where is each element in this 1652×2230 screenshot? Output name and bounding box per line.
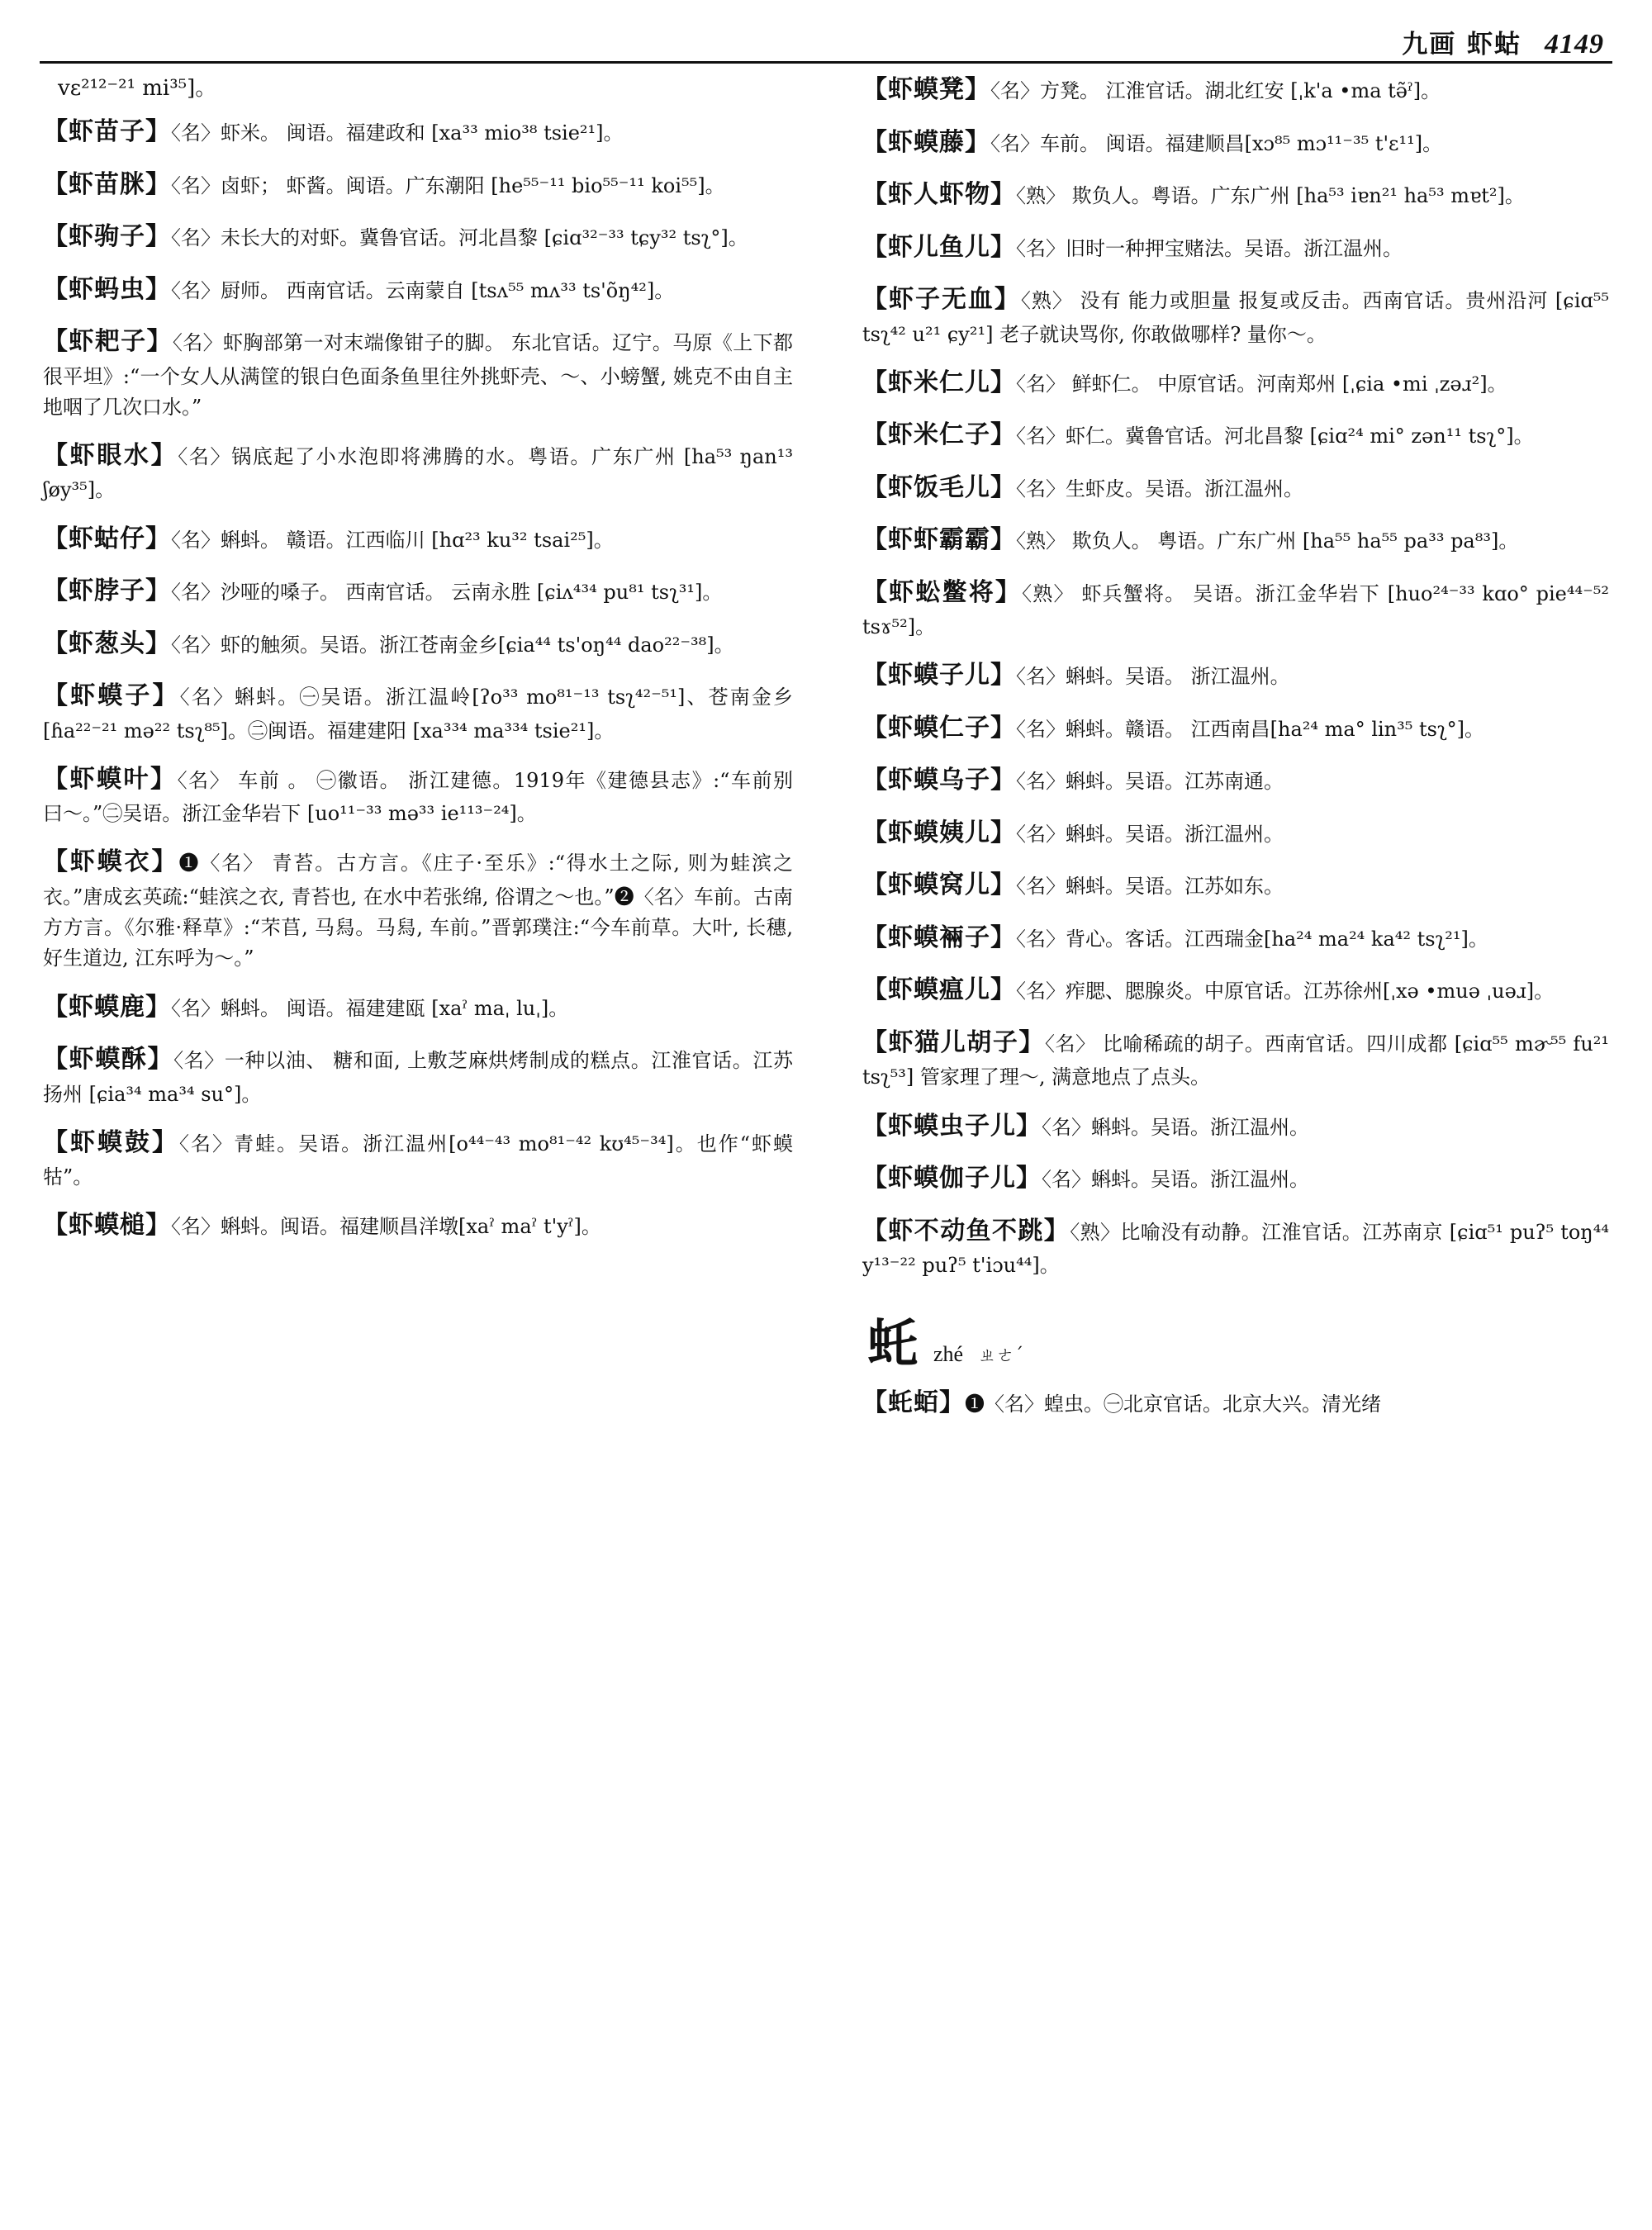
entry-headword: 【虾蟆槌】 [43,1211,171,1241]
left-column [43,71,826,2213]
entry-headword: 【虾蟆子儿】 [862,661,1016,690]
entry-headword: 【虾蚂虫】 [43,274,171,304]
entry-body: 〈名〉蝌蚪。吴语。 浙江温州。 [1016,665,1290,689]
entry-headword: 【虾蟆乌子】 [862,766,1016,795]
dictionary-entry [862,657,1609,695]
entry-headword: 【虾蟆藤】 [862,127,990,157]
entry-headword: 【虾蟆凳】 [862,75,990,104]
entry-headword: 【虾人虾物】 [862,180,1016,209]
entry-headword: 【虾子无血】 [862,285,1021,314]
entry-headword: 【虾苗子】 [43,117,171,146]
continued-text: vɛ²¹²⁻²¹ mi³⁵]。 [58,76,217,101]
entry-body: 〈名〉 鲜虾仁。 中原官话。河南郑州 [ˌɕia •mi ˌzəɹ²]。 [1016,372,1507,396]
dictionary-entry [862,469,1609,508]
dictionary-entry [43,572,793,611]
dictionary-entry [862,1384,1609,1423]
page-number: 4149 [1545,29,1604,59]
entry-body: 〈名〉背心。客话。江西瑞金[ha²⁴ ma²⁴ ka⁴² tsʅ²¹]。 [1016,927,1488,951]
entry-body: 〈名〉虾米。 闽语。福建政和 [xa³³ mio³⁸ tsie²¹]。 [171,121,624,145]
entry-body: 〈名〉蝌蚪。 闽语。福建建瓯 [xaˀ maˌ luˌ]。 [171,996,569,1020]
entry-body: 〈名〉卤虾； 虾酱。闽语。广东潮阳 [he⁵⁵⁻¹¹ bio⁵⁵⁻¹¹ koi⁵⁵]。 [171,173,725,197]
entry-body: 〈名〉生虾皮。吴语。浙江温州。 [1016,477,1303,501]
entry-body: 〈名〉蝌蚪。闽语。福建顺昌洋墩[xaˀ maˀ t'yˀ]。 [171,1215,601,1239]
entry-body: 〈名〉青蛙。吴语。浙江温州[o⁴⁴⁻⁴³ mo⁸¹⁻⁴² kʊ⁴⁵⁻³⁴]。也作“虾蟆牯”。 [43,1132,794,1189]
entry-headword: 【虾脖子】 [43,576,171,606]
dictionary-entry [862,71,1609,110]
character-heading [862,1302,1609,1376]
zhuyin-reading: ㄓㄜˊ [978,1345,1024,1367]
entry-headword: 【虾驹子】 [43,222,171,251]
entry-body: 〈熟〉 欺负人。粤语。广东广州 [ha⁵³ iɐn²¹ ha⁵³ mɐt²]。 [1016,184,1525,207]
entry-headword: 【虾米仁子】 [862,420,1016,450]
entry-body: 〈名〉蝌蚪。吴语。浙江温州。 [1042,1168,1309,1192]
dictionary-entry [43,218,793,257]
entry-headword: 【虾蟆虫子儿】 [862,1111,1042,1141]
header-rule [40,61,1612,64]
dictionary-entry [862,971,1609,1010]
header-right-group [1402,23,1604,60]
entry-body: 〈名〉沙哑的嗓子。 西南官话。 云南永胜 [ɕiʌ⁴³⁴ pu⁸¹ tsʅ³¹]。 [171,581,723,605]
page-header [0,15,1652,61]
entry-headword: 【虾儿鱼儿】 [862,232,1016,262]
dictionary-entry [43,761,793,830]
dictionary-entry [862,762,1609,800]
entry-body: 〈名〉一种以油、 糖和面, 上敷芝麻烘烤制成的糕点。江淮官话。江苏扬州 [ɕia³⁴ ma³⁴ su°]。 [43,1049,794,1106]
entry-headword: 【虾虾霸霸】 [862,525,1016,555]
dictionary-entry [43,437,793,506]
entry-headword: 【虾蟆叶】 [43,764,178,794]
entry-body: ❶〈名〉 青苔。古方言。《庄子·至乐》:“得水土之际, 则为蛙滨之衣。”唐成玄英疏:“蛙滨之衣, 青苔也, 在水中若张绵, 俗谓之〜也。”❷〈名〉车前。古南方方言。《尔雅·释草》:“芣苢, 马舄。马舄, 车前。”晋郭璞注:“今车前草。大叶, 长穗, 好生道边, 江东呼为〜。” [43,852,794,970]
entry-headword: 【虾蟆鹿】 [43,992,171,1022]
dictionary-entry [862,1212,1609,1282]
dictionary-entry [862,281,1609,350]
section-label: 九画 虾蛄 [1402,30,1521,59]
entry-headword: 【虾耙子】 [43,327,173,356]
entry-body: 〈名〉虾胸部第一对末端像钳子的脚。 东北官话。辽宁。马原《上下都很平坦》:“一个女人从满筐的银白色面条鱼里往外挑虾壳、〜、小螃蟹, 姚克不由自主地咽了几次口水。” [43,331,793,419]
entry-headword: 【虾猫儿胡子】 [862,1027,1045,1057]
entry-body: 〈熟〉 欺负人。 粤语。广东广州 [ha⁵⁵ ha⁵⁵ pa³³ pa⁸³]。 [1016,529,1519,553]
entry-body: 〈熟〉 没有 能力或胆量 报复或反击。西南官话。贵州沿河 [ɕiɑ⁵⁵ tsʅ⁴² u²¹ ɕy²¹] 老子就诀骂你, 你敢做哪样? 量你〜。 [862,289,1610,346]
entry-headword: 【虾蟆衣】 [43,847,179,877]
dictionary-entry [43,677,793,747]
dictionary-entry [43,271,793,310]
entry-headword: 【虾蟆仁子】 [862,713,1016,743]
dictionary-entry [43,625,793,664]
dictionary-entry [43,989,793,1027]
entry-body: 〈名〉虾仁。冀鲁官话。河北昌黎 [ɕiɑ²⁴ mi° zən¹¹ tsʅ°]。 [1016,425,1534,448]
entry-body: 〈名〉 车前 。 ㊀徽语。 浙江建德。1919年《建德县志》:“车前别曰〜。”㊁吴语。浙江金华岩下 [uo¹¹⁻³³ mə³³ ie¹¹³⁻²⁴]。 [43,768,793,826]
entry-headword: 【虾蟆姨儿】 [862,818,1016,847]
entry-headword: 【虾蟆酥】 [43,1045,174,1074]
entry-headword: 【虾苗脒】 [43,169,171,199]
dictionary-entry [43,113,793,152]
right-column [826,71,1609,2213]
entry-body: 〈名〉蝌蚪。㊀吴语。浙江温岭[ʔo³³ mo⁸¹⁻¹³ tsʅ⁴²⁻⁵¹]、苍南金乡 [ɦa²²⁻²¹ mə²² tsʅ⁸⁵]。㊁闽语。福建建阳 [xa³³⁴ ma³³⁴ tsie²¹]。 [43,686,794,743]
pinyin-reading: zhé [933,1342,964,1367]
entry-body: 〈名〉蝌蚪。吴语。江苏南通。 [1016,770,1284,794]
page-columns [43,71,1609,2213]
dictionary-entry [862,364,1609,403]
dictionary-entry [862,1160,1609,1198]
entry-body: 〈名〉虾的触须。吴语。浙江苍南金乡[ɕia⁴⁴ ts'oŋ⁴⁴ dao²²⁻³⁸]。 [171,633,734,657]
dictionary-entry [43,843,793,974]
dictionary-entry [862,124,1609,163]
entry-body: ❶〈名〉蝗虫。㊀北京官话。北京大兴。清光绪 [965,1393,1381,1416]
dictionary-entry [43,520,793,559]
entry-headword: 【虾蚣鳖将】 [862,577,1023,607]
dictionary-entry [862,814,1609,853]
entry-body: 〈熟〉 虾兵蟹将。 吴语。浙江金华岩下 [huo²⁴⁻³³ kɑo° pie⁴⁴⁻⁵² tsɤ⁵²]。 [862,581,1609,639]
entry-headword: 【虾蟆子】 [43,681,180,711]
entry-headword: 【虾葱头】 [43,629,171,658]
dictionary-entry [43,166,793,205]
entry-headword: 【虴蛨】 [862,1388,965,1418]
entry-headword: 【虾蟆鼓】 [43,1127,180,1157]
entry-headword: 【虾蟆瘟儿】 [862,975,1016,1005]
entry-body: 〈名〉旧时一种押宝赌法。吴语。浙江温州。 [1016,236,1403,260]
entry-body: 〈名〉 比喻稀疏的胡子。西南官话。四川成都 [ɕiɑ⁵⁵ mɚ⁵⁵ fu²¹ tsʅ⁵³] 管家理了理〜, 满意地点了点头。 [862,1032,1610,1089]
entry-headword: 【虾不动鱼不跳】 [862,1216,1070,1245]
entry-body: 〈名〉锅底起了小水泡即将沸腾的水。粤语。广东广州 [ha⁵³ ŋan¹³ ʃøy³⁵]。 [43,444,794,502]
dictionary-entry [862,1024,1609,1094]
entry-headword: 【虾蛄仔】 [43,524,171,553]
dictionary-entry [862,709,1609,748]
dictionary-entry [43,1124,793,1193]
dictionary-entry [862,574,1609,643]
entry-body: 〈熟〉比喻没有动静。江淮官话。江苏南京 [ɕiɑ⁵¹ puʔ⁵ toŋ⁴⁴ y¹³⁻²² puʔ⁵ t'iɔu⁴⁴]。 [862,1220,1610,1278]
entry-body: 〈名〉蝌蚪。 赣语。江西临川 [hɑ²³ ku³² tsai²⁵]。 [171,528,614,552]
dictionary-entry [862,416,1609,455]
dictionary-entry [862,229,1609,268]
dictionary-entry [43,1041,793,1110]
entry-headword: 【虾眼水】 [43,440,178,470]
entry-body: 〈名〉未长大的对虾。冀鲁官话。河北昌黎 [ɕiɑ³²⁻³³ tɕy³² tsʅ°]。 [171,226,748,249]
dictionary-entry [862,866,1609,905]
dictionary-entry [862,521,1609,560]
entry-body: 〈名〉蝌蚪。赣语。 江西南昌[ha²⁴ ma° lin³⁵ tsʅ°]。 [1016,717,1485,741]
entry-headword: 【虾饭毛儿】 [862,472,1016,502]
dictionary-entry [43,323,793,423]
entry-body: 〈名〉蝌蚪。吴语。江苏如东。 [1016,875,1284,899]
dictionary-entry [862,1108,1609,1146]
entry-body: 〈名〉蝌蚪。吴语。浙江温州。 [1016,822,1284,846]
entry-headword: 【虾蟆窝儿】 [862,871,1016,900]
entry-body: 〈名〉痄腮、腮腺炎。中原官话。江苏徐州[ˌxə •muə ˌuəɹ]。 [1016,980,1555,1004]
entry-body: 〈名〉蝌蚪。吴语。浙江温州。 [1042,1115,1309,1139]
entry-body: 〈名〉方凳。 江淮官话。湖北红安 [ˌk'a •ma tə̃ˀ]。 [990,79,1441,102]
entry-headword: 【虾蟆裲子】 [862,923,1016,952]
entry-headword: 【虾米仁儿】 [862,368,1016,397]
dictionary-entry [862,919,1609,958]
entry-body: 〈名〉厨师。 西南官话。云南蒙自 [tsʌ⁵⁵ mʌ³³ ts'õŋ⁴²]。 [171,278,675,302]
dictionary-entry [43,1207,793,1245]
headword-character: 虴 [867,1313,919,1374]
entry-body: 〈名〉车前。 闽语。福建顺昌[xɔ⁸⁵ mɔ¹¹⁻³⁵ t'ɛ¹¹]。 [990,131,1443,155]
entry-headword: 【虾蟆伽子儿】 [862,1164,1042,1193]
dictionary-entry [862,176,1609,215]
